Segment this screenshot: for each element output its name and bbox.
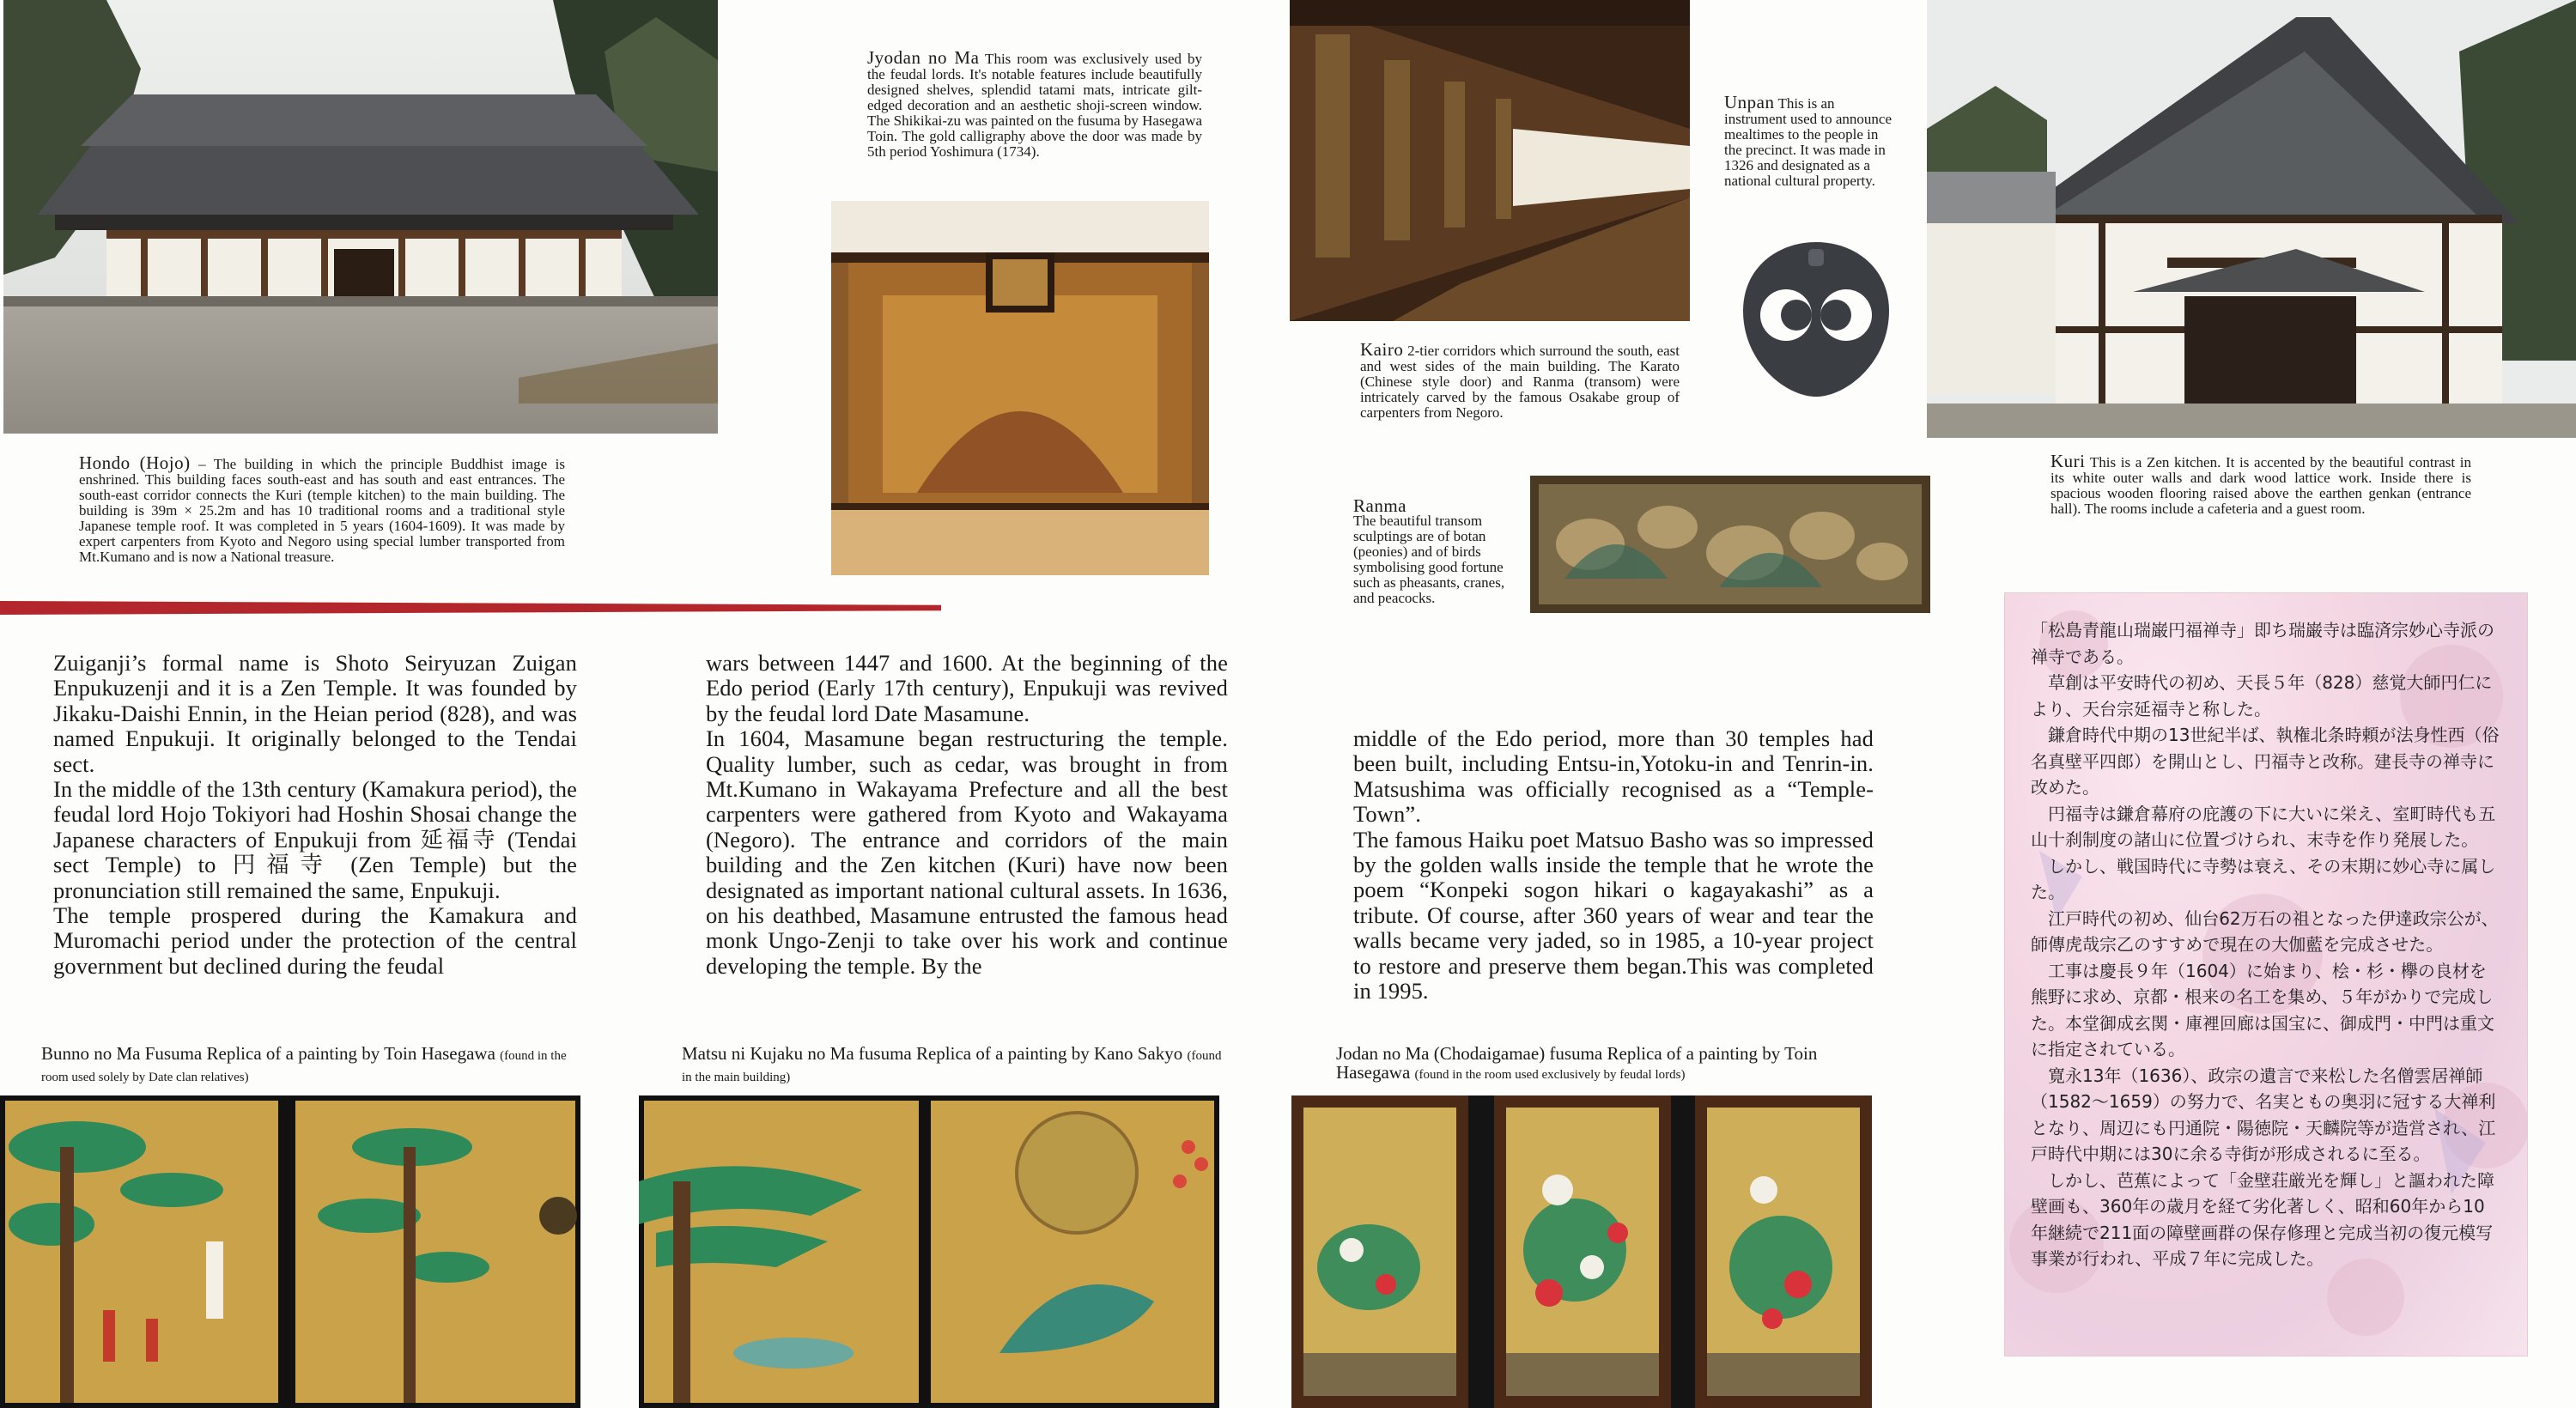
body-column-2: wars between 1447 and 1600. At the beginning of the Edo period (Early 17th century), Enpukuji was revived by the feudal lord Date Masamune. In 1604, Masamune began restructuring the temple. Quality lumber, such as cedar, was brought in from Mt.Kumano in Wakayama Prefecture and all the best carpenters were gathered from Kyoto and Wakayama (Negoro). The entrance and corridors of the main building and the Zen kitchen (Kuri) have now been designated as important national cultural assets. In 1636, on his deathbed, Masamune entrusted the famous head monk Ungo-Zenji to take over his work and continue developing the temple. By the xyxy=(706,650,1228,979)
fusuma-2-caption xyxy=(682,1044,1231,1087)
jp-para-3: 鎌倉時代中期の13世紀半ば、執権北条時頼が法身性西（俗名真壁平四郎）を開山とし、円福寺と改称。建長寺の禅寺に改めた。 xyxy=(2031,725,2500,798)
fusuma-1-title: Bunno no Ma Fusuma Replica of a painting by Toin Hasegawa xyxy=(41,1043,495,1064)
jyodan-caption-text: This room was exclusively used by the feudal lords. It's notable features include beautifully designed shelves, splendid tatami mats, intricate gilt-edged decoration and an aesthetic shoji-screen window. The Shikikai-zu was painted on the fusuma by Hasegawa Toin. The gold calligraphy above the door was made by 5th period Yoshimura (1734). xyxy=(867,51,1202,160)
jp-para-1: 「松島青龍山瑞巌円福禅寺」即ち瑞巌寺は臨済宗妙心寺派の禅寺である。 xyxy=(2031,620,2494,667)
hondo-caption-text: – The building in which the principle Buddhist image is enshrined. This building faces south-east and has south and east entrances. The south-east corridor connects the Kuri (temple kitchen) to the main building. The building is 39m × 25.2m and has 10 traditional rooms and a traditional style Japanese temple roof. It was completed in 5 years (1604-1609). It was made by expert carpenters from Kyoto and Negoro using special lumber transported from Mt.Kumano and is now a National treasure. xyxy=(79,456,565,565)
fusuma-3-note: (found in the room used exclusively by feudal lords) xyxy=(1414,1068,1686,1082)
fusuma-1-caption xyxy=(41,1044,591,1087)
unpan-caption-title: Unpan xyxy=(1724,92,1775,112)
body-column-3: middle of the Edo period, more than 30 temples had been built, including Entsu-in,Yotoku-in and Tenrin-in. Matsushima was officially recognised as a “Temple-Town”. The famous Haiku poet Matsuo Basho was so impressed by the golden walls inside the temple that he wrote the poem “Konpeki sogon hikari o kagayakashi” as a tribute. Of course, after 360 years of wear and tear the walls became very jaded, so in 1985, a 10-year project to restore and preserve them began.This was completed in 1995. xyxy=(1353,725,1874,1004)
fusuma-2-note: (found in the main building) xyxy=(682,1049,1222,1084)
hondo-caption-title: Hondo (Hojo) xyxy=(79,452,191,473)
fusuma-1-note: (found in the room used solely by Date clan relatives) xyxy=(41,1049,567,1084)
kairo-caption-title: Kairo xyxy=(1360,339,1404,360)
fusuma-3-painting xyxy=(1291,1095,1872,1408)
jp-para-5: しかし、戦国時代に寺勢は衰え、その末期に妙心寺に属した。 xyxy=(2031,855,2496,902)
hondo-caption xyxy=(79,452,565,565)
jp-para-2: 草創は平安時代の初め、天長５年（828）慈覚大師円仁により、天台宗延福寺と称した。 xyxy=(2031,672,2493,719)
ranma-caption xyxy=(1353,495,1522,606)
kuri-caption-title: Kuri xyxy=(2050,451,2086,471)
ranma-photo xyxy=(1530,476,1930,613)
fusuma-3-caption xyxy=(1336,1044,1886,1084)
fusuma-2-title: Matsu ni Kujaku no Ma fusuma Replica of a painting by Kano Sakyo xyxy=(682,1043,1183,1064)
kuri-photo xyxy=(1927,0,2576,438)
jp-para-8: 寛永13年（1636）、政宗の遺言で来松した名僧雲居禅師（1582〜1659）の努力で、名実ともの奥羽に冠する大禅利となり、周辺にも円通院・陽徳院・天麟院等が造営され、江戸時代中期には30に余る寺街が形成されるに至る。 xyxy=(2031,1065,2496,1164)
red-divider xyxy=(0,601,941,615)
jp-para-4: 円福寺は鎌倉幕府の庇護の下に大いに栄え、室町時代も五山十刹制度の諸山に位置づけられ、末寺を作り発展した。 xyxy=(2031,803,2496,850)
jyodan-caption-title: Jyodan no Ma xyxy=(867,47,980,68)
fusuma-2-painting xyxy=(639,1095,1219,1408)
kairo-photo xyxy=(1290,0,1690,321)
kuri-caption xyxy=(2050,453,2471,517)
ranma-caption-text: The beautiful transom sculptings are of botan (peonies) and of birds symbolising good fortune such as pheasants, cranes, and peacocks. xyxy=(1353,513,1505,606)
body-column-1: Zuiganji’s formal name is Shoto Seiryuzan Zuigan Enpukuzenji and it is a Zen Temple. It was founded by Jikaku-Daishi Ennin, in the Heian period (828), and was named Enpukuji. It originally belonged to the Tendai sect. In the middle of the 13th century (Kamakura period), the feudal lord Hojo Tokiyori had Hoshin Shosai change the Japanese characters of Enpukuji from 延福寺 (Tendai sect Temple) to 円福寺 (Zen Temple) but the pronunciation still remained the same, Enpukuji. The temple prospered during the Kamakura and Muromachi period under the protection of the central government but declined during the feudal xyxy=(53,650,577,979)
fusuma-3-title: Jodan no Ma (Chodaigamae) fusuma Replica of a painting by Toin Hasegawa xyxy=(1336,1043,1818,1083)
japanese-summary-text xyxy=(2031,617,2501,1272)
unpan-caption xyxy=(1724,94,1896,189)
japanese-summary-panel xyxy=(2004,592,2528,1356)
jp-para-7: 工事は慶長９年（1604）に始まり、桧・杉・欅の良材を熊野に求め、京都・根来の名工を集め、５年がかりで完成した。本堂御成玄関・庫裡回廊は国宝に、御成門・中門は重文に指定されている。 xyxy=(2031,960,2494,1059)
ranma-caption-title: Ranma xyxy=(1353,495,1406,516)
jyodan-caption xyxy=(867,47,1202,160)
fusuma-1-painting xyxy=(0,1095,580,1408)
kairo-caption-text: 2-tier corridors which surround the south, east and west sides of the main building. The Karato (Chinese style door) and Ranma (transom) were intricately carved by the famous Osakabe group of carpenters from Negoro. xyxy=(1360,343,1680,421)
jyodan-no-ma-photo xyxy=(831,201,1209,575)
unpan-caption-text: This is an instrument used to announce mealtimes to the people in the precinct. It was made in 1326 and designated as a national cultural property. xyxy=(1724,95,1892,189)
jp-para-6: 江戸時代の初め、仙台62万石の祖となった伊達政宗公が、師傳虎哉宗乙のすすめで現在の大伽藍を完成させた。 xyxy=(2031,907,2499,955)
kuri-caption-text: This is a Zen kitchen. It is accented by the beautiful contrast in its white outer walls and dark wood lattice work. Inside there is spacious wooden flooring raised above the earthen genkan (entrance hall). The rooms include a cafeteria and a guest room. xyxy=(2050,454,2471,517)
kairo-caption xyxy=(1360,339,1680,421)
jp-para-9: しかし、芭蕉によって「金壁荘厳光を輝し」と謳われた障壁画も、360年の歳月を経て劣化著しく、昭和60年から10年継続で211面の障壁画群の保存修理と完成当初の復元模写事業が行われ、平成７年に完成した。 xyxy=(2031,1169,2494,1269)
unpan-photo xyxy=(1726,234,1906,405)
hondo-photo xyxy=(3,0,718,434)
